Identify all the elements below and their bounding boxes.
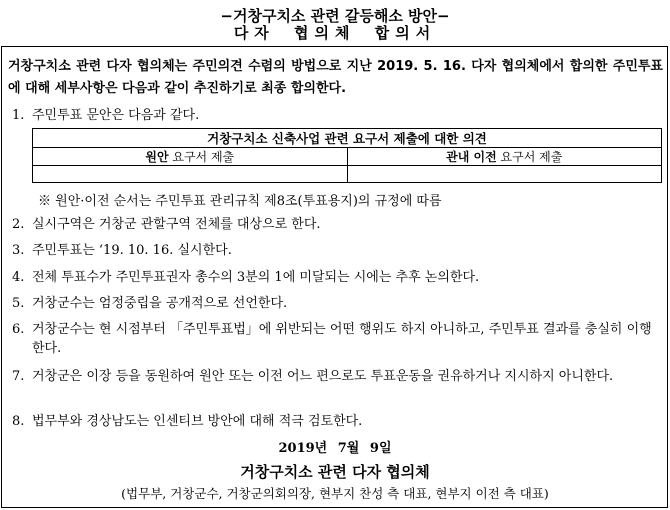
item-text: 주민투표 문안은 다음과 같다.	[32, 108, 200, 123]
list-item-8	[12, 412, 660, 431]
document-subtitle: −거창구치소 관련 갈등해소 방안−	[220, 7, 450, 25]
option-relocation-label: 관내 이전	[446, 150, 497, 164]
ballot-option-relocation	[347, 148, 662, 166]
ballot-mark-original	[33, 166, 348, 183]
item-text: 전체 투표수가 주민투표권자 총수의 3분의 1에 미달되는 시에는 추후 논의한다.	[32, 270, 480, 285]
list-item-7	[12, 367, 660, 386]
list-item-6	[12, 320, 660, 358]
ballot-order-notice: ※ 원안·이전 순서는 주민투표 관리규칙 제8조(투표용지)의 규정에 따름	[38, 194, 442, 209]
list-item-4	[12, 268, 660, 287]
item-text: 실시구역은 거창군 관할구역 전체를 대상으로 한다.	[32, 217, 321, 232]
item-text: 주민투표는 ‘19. 10. 16. 실시한다.	[32, 243, 232, 258]
item-text: 거창군수는 엄정중립을 공개적으로 선언한다.	[32, 296, 288, 311]
item-number: 1.	[12, 108, 25, 123]
ballot-mark-relocation	[347, 166, 662, 183]
item-number: 2.	[12, 217, 25, 232]
item-number: 7.	[12, 369, 25, 384]
council-members: (법무부, 거창군수, 거창군의회의장, 현부지 찬성 측 대표, 현부지 이전 측 대표)	[121, 486, 549, 501]
list-item-1	[12, 106, 660, 125]
agreement-date: 2019년 7월 9일	[278, 441, 392, 456]
item-number: 5.	[12, 296, 25, 311]
option-original-rest: 요구서 제출	[168, 150, 235, 164]
option-relocation-rest: 요구서 제출	[496, 150, 563, 164]
item-text: 거창군은 이장 등을 동원하여 원안 또는 이전 어느 편으로도 투표운동을 권유하거나 지시하지 아니한다.	[32, 369, 614, 384]
list-item-5	[12, 294, 660, 313]
intro-paragraph: 거창구치소 관련 다자 협의체는 주민의견 수렴의 방법으로 지난 2019. 5. 16. 다자 협의체에서 합의한 주민투표에 대해 세부사항은 다음과 같이 추진하기로 최종 합의한다.	[8, 59, 663, 96]
item-number: 3.	[12, 243, 25, 258]
item-number: 8.	[12, 414, 25, 429]
item-text: 거창군수는 현 시점부터 「주민투표법」에 위반되는 어떤 행위도 하지 아니하고, 주민투표 결과를 충실히 이행한다.	[32, 322, 652, 356]
list-item-3	[12, 241, 660, 260]
ballot-option-original	[33, 148, 348, 166]
item-text: 법무부와 경상남도는 인센티브 방안에 대해 적극 검토한다.	[32, 414, 363, 429]
ballot-heading: 거창구치소 신축사업 관련 요구서 제출에 대한 의견	[33, 129, 662, 148]
item-number: 6.	[12, 322, 25, 337]
option-original-label: 원안	[145, 150, 169, 164]
document-title: 다자 협의체 합의서	[233, 24, 437, 42]
council-name: 거창구치소 관련 다자 협의체	[240, 463, 430, 481]
ballot-table	[32, 128, 662, 183]
list-item-2	[12, 215, 660, 234]
item-number: 4.	[12, 270, 25, 285]
